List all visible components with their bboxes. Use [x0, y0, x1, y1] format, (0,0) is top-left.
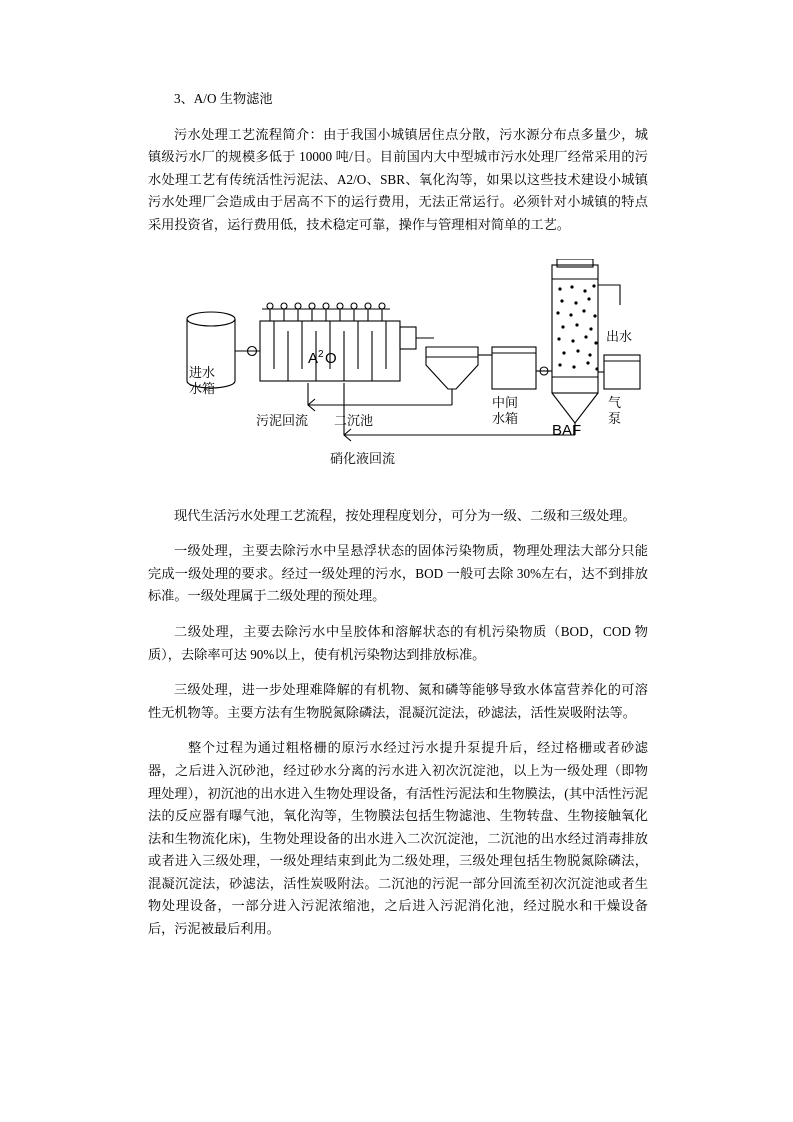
label-effluent: 出水 [606, 328, 633, 344]
label-ao: A [308, 349, 319, 367]
paragraph-whole-process: 整个过程为通过粗格栅的原污水经过污水提升泵提升后，经过格栅或者砂滤器，之后进入沉砂池，经过砂水分离的污水进入初次沉淀池，以上为一级处理（即物理处理），初沉池的出水进入生物处理设备，有活性污泥法和生物膜法，(其中活性污泥法的反应器有曝气池，氧化沟等，生物膜法包括生物滤池、生物转盘、生物接触氧化法和生物流化床)，生物处理设备的出水进入二次沉淀池，二沉池的出水经过消毒排放或者进入三级处理，一级处理结束到此为二级处理，三级处理包括生物脱氮除磷法，混凝沉淀法，砂滤法，活性炭吸附法。二沉池的污泥一部分回流至初次沉淀池或者生物处理设备，一部分进入污泥浓缩池，之后进入污泥消化池，经过脱水和干燥设备后，污泥被最后利用。 [148, 740, 648, 937]
label-baf: BAF [552, 421, 582, 439]
label-ao-sup: 2 [318, 348, 324, 360]
label-intermediate-tank-line1: 中间 [492, 394, 519, 410]
document-content [148, 88, 648, 954]
paragraph-tertiary-treatment: 三级处理，进一步处理难降解的有机物、氮和磷等能够导致水体富营养化的可溶性无机物等。主要方法有生物脱氮除磷法，混凝沉淀法，砂滤法，活性炭吸附法等。 [148, 682, 648, 720]
label-influent-tank-line1: 进水 [189, 364, 216, 380]
paragraph-primary-treatment: 一级处理，主要去除污水中呈悬浮状态的固体污染物质，物理处理法大部分只能完成一级处理的要求。经过一级处理的污水，BOD 一般可去除 30%左右，达不到排放标准。一级处理属于二级处理的预处理。 [148, 543, 648, 604]
label-ao-tail: O [325, 349, 337, 367]
section-heading: 3、A/O 生物滤池 [174, 91, 273, 106]
label-intermediate-tank-line2: 水箱 [492, 410, 519, 426]
paragraph-intro: 污水处理工艺流程简介：由于我国小城镇居住点分散，污水源分布点多量少，城镇级污水厂的规模多低于 10000 吨/日。目前国内大中型城市污水处理厂经常采用的污水处理工艺有传统活性污泥法、A2/O、SBR、氧化沟等，如果以这些技术建设小城镇污水处理厂会造成由于居高不下的运行费用，无法正常运行。必须针对小城镇的特点采用投资省，运行费用低，技术稳定可靠，操作与管理相对简单的工艺。 [148, 126, 648, 232]
label-sludge-return: 污泥回流 [256, 412, 309, 428]
process-flow-diagram [148, 259, 648, 487]
label-air-pump-line1: 气 [608, 394, 622, 410]
label-air-pump-line2: 泵 [608, 410, 622, 426]
paragraph-secondary-treatment: 二级处理，主要去除污水中呈胶体和溶解状态的有机污染物质（BOD，COD 物质），去除率可达 90%以上，使有机污染物达到排放标准。 [148, 623, 648, 662]
label-secondary-clarifier: 二沉池 [334, 412, 374, 428]
paragraph-modern-process: 现代生活污水处理工艺流程，按处理程度划分，可分为一级、二级和三级处理。 [174, 507, 636, 523]
label-influent-tank-line2: 水箱 [189, 380, 216, 396]
label-nitrified-return: 硝化液回流 [330, 450, 396, 466]
